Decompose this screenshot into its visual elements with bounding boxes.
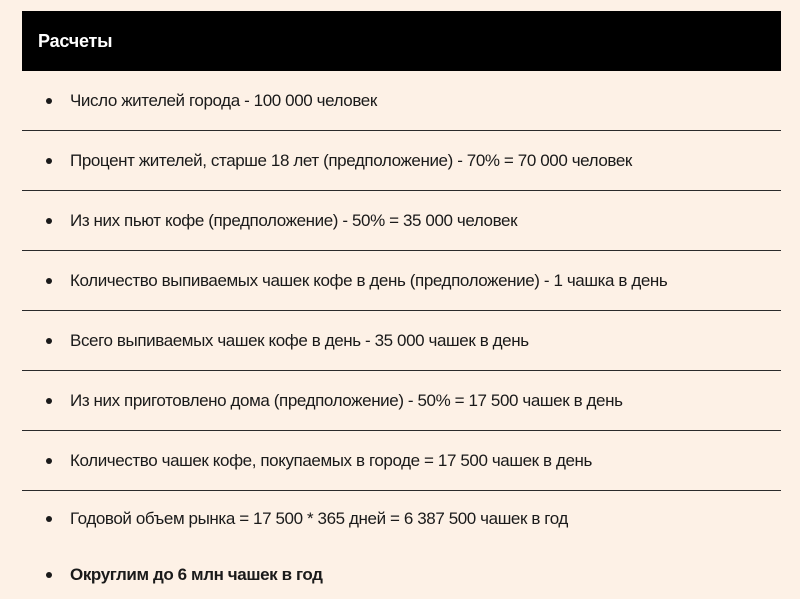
list-item [22,431,781,491]
list-item [22,251,781,311]
list-item-text: Годовой объем рынка = 17 500 * 365 дней = 6 387 500 чашек в год [70,509,568,528]
bullet-icon [46,218,52,224]
list-item [22,131,781,191]
bullet-icon [46,398,52,404]
slide-header [22,11,781,71]
list-item [22,491,781,547]
list-item-text: Количество чашек кофе, покупаемых в городе = 17 500 чашек в день [70,450,592,470]
bullet-icon [46,516,52,522]
list-item [22,371,781,431]
bullet-icon [46,278,52,284]
bullet-icon [46,98,52,104]
list-item-text: Число жителей города - 100 000 человек [70,90,377,110]
bullet-icon [46,338,52,344]
list-item-text: Процент жителей, старше 18 лет (предположение) - 70% = 70 000 человек [70,150,632,170]
conclusion-text: Округлим до 6 млн чашек в год [70,565,323,584]
calculation-list [22,71,781,547]
list-item-text: Из них приготовлено дома (предположение) - 50% = 17 500 чашек в день [70,390,623,410]
list-item-text: Количество выпиваемых чашек кофе в день (предположение) - 1 чашка в день [70,270,668,290]
slide-title: Расчеты [38,30,113,51]
list-item [22,71,781,131]
conclusion-item [22,556,781,594]
bullet-icon [46,158,52,164]
list-item [22,191,781,251]
bullet-icon [46,458,52,464]
list-item [22,311,781,371]
bullet-icon [46,572,52,578]
list-item-text: Всего выпиваемых чашек кофе в день - 35 000 чашек в день [70,330,529,350]
list-item-text: Из них пьют кофе (предположение) - 50% = 35 000 человек [70,210,518,230]
